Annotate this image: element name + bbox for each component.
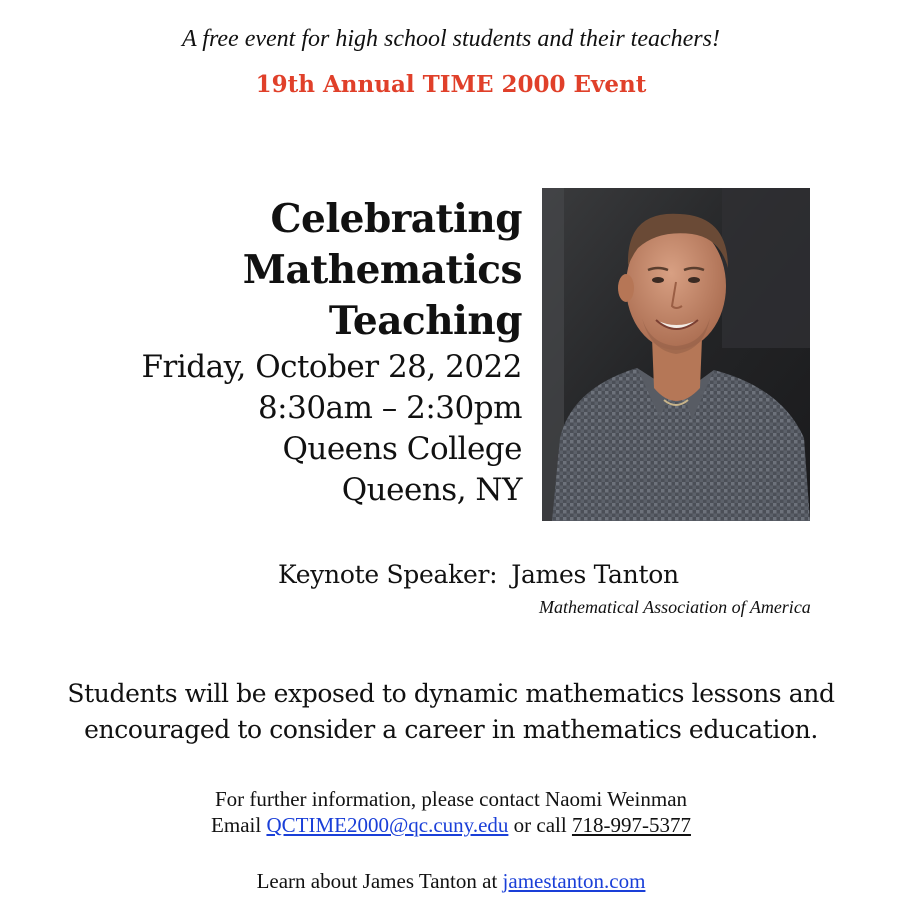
- event-date: Friday, October 28, 2022: [141, 349, 522, 385]
- event-venue: Queens College: [282, 431, 522, 467]
- event-location: Queens, NY: [341, 472, 522, 508]
- speaker-affiliation: Mathematical Association of America: [539, 597, 811, 617]
- speaker-photo: [542, 188, 810, 521]
- event-title-block: [122, 194, 522, 511]
- email-link[interactable]: QCTIME2000@qc.cuny.edu: [266, 813, 509, 837]
- annual-event-heading: 19th Annual TIME 2000 Event: [255, 71, 647, 98]
- phone-prefix: or call: [513, 813, 567, 837]
- event-title-line: Mathematics: [242, 247, 522, 293]
- event-tagline: A free event for high school students and their teachers!: [182, 26, 720, 52]
- learn-more: [0, 868, 902, 894]
- event-description: [0, 676, 902, 748]
- event-title-line: Celebrating: [270, 196, 522, 242]
- description-line: encouraged to consider a career in mathematics education.: [84, 715, 818, 744]
- keynote-speaker: [278, 558, 679, 592]
- keynote-label: Keynote Speaker:: [278, 560, 498, 589]
- event-title-line: Teaching: [328, 298, 522, 344]
- contact-info: [0, 786, 902, 838]
- website-link[interactable]: jamestanton.com: [502, 869, 646, 893]
- event-time: 8:30am – 2:30pm: [257, 390, 522, 426]
- contact-line: [0, 812, 902, 838]
- speaker-portrait-image: [542, 188, 810, 521]
- email-label: Email: [211, 813, 262, 837]
- phone-number: 718-997-5377: [571, 813, 691, 837]
- keynote-name: James Tanton: [511, 560, 679, 589]
- learn-text: Learn about James Tanton at: [256, 869, 498, 893]
- contact-intro: For further information, please contact Naomi Weinman: [214, 787, 688, 811]
- description-line: Students will be exposed to dynamic mathematics lessons and: [67, 679, 835, 708]
